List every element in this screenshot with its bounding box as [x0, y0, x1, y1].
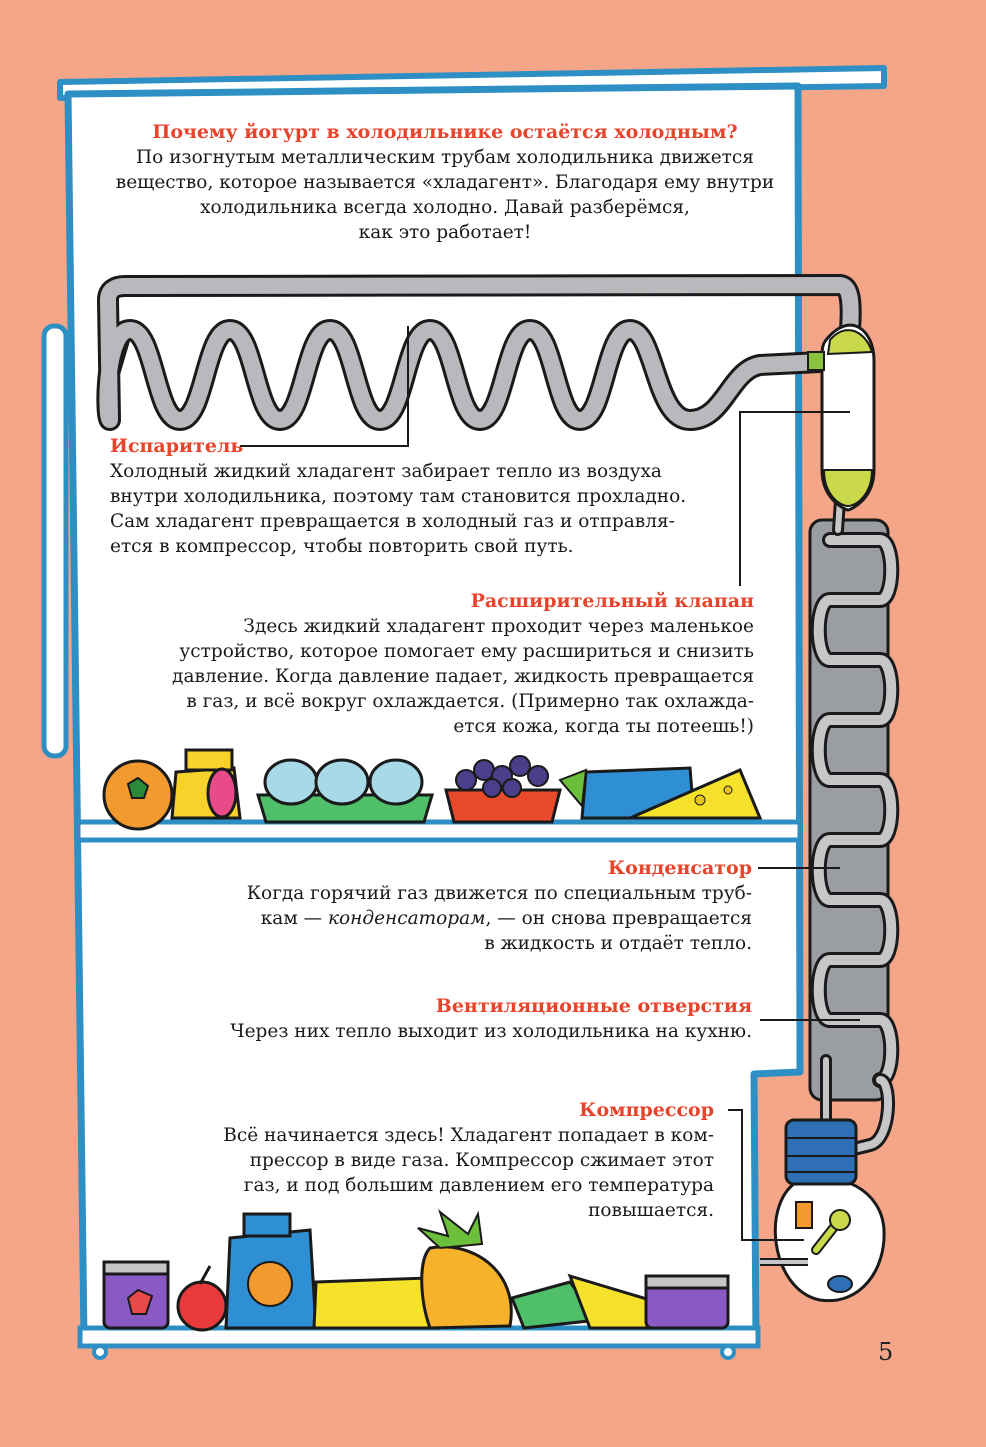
fridge-foot-left: [94, 1346, 106, 1358]
condenser-line-2: [200, 906, 752, 931]
fridge-foot-right: [722, 1346, 734, 1358]
intro-title: Почему йогурт в холодильнике остаётся холодным?: [152, 121, 738, 143]
compressor-line-2: прессор в виде газа. Компрессор сжимает этот: [249, 1150, 714, 1171]
condenser-title: Конденсатор: [607, 857, 752, 879]
condenser-coils: [810, 500, 891, 1150]
intro-block: [100, 120, 790, 245]
evaporator-title: Испаритель: [110, 435, 244, 457]
compressor-line-4: повышается.: [588, 1200, 714, 1221]
shelf-divider: [78, 822, 800, 840]
intro-line-2: вещество, которое называется «хладагент». Благодаря ему внутри: [115, 172, 775, 193]
condenser-line-3: в жидкость и отдаёт тепло.: [484, 933, 752, 954]
bottom-shelf: [80, 1328, 758, 1346]
compressor-block: [200, 1098, 714, 1223]
butter-block: [314, 1278, 438, 1328]
grape-bowl: [446, 790, 560, 822]
vents-line-1: Через них тепло выходит из холодильника на кухню.: [230, 1021, 752, 1042]
page-number: 5: [878, 1338, 894, 1366]
evaporator-line-2: внутри холодильника, поэтому там становится прохладно.: [110, 486, 687, 507]
compressor-title: Компрессор: [579, 1099, 714, 1121]
valve-line-4: в газ, и всё вокруг охлаждается. (Примерно так охлажда-: [186, 691, 754, 712]
expansion-valve: [808, 325, 874, 510]
compressor-line-3: газ, и под большим давлением его температура: [243, 1175, 714, 1196]
valve-line-5: ется кожа, когда ты потеешь!): [453, 716, 754, 737]
valve-title: Расширительный клапан: [470, 590, 754, 612]
evaporator-line-4: ется в компрессор, чтобы повторить свой путь.: [110, 536, 574, 557]
intro-line-1: По изогнутым металлическим трубам холодильника движется: [136, 147, 754, 168]
apple: [178, 1282, 226, 1330]
condenser-line-1: Когда горячий газ движется по специальным труб-: [246, 883, 752, 904]
valve-line-2: устройство, которое помогает ему расшириться и снизить: [179, 641, 754, 662]
evaporator-line-3: Сам хладагент превращается в холодный газ и отправля-: [110, 511, 675, 532]
condenser-block: [200, 856, 752, 956]
vents-title: Вентиляционные отверстия: [435, 995, 752, 1017]
valve-line-3: давление. Когда давление падает, жидкость превращается: [172, 666, 754, 687]
condenser-line-2-end: , — он снова превращается: [485, 908, 752, 929]
condenser-line-2-start: кам —: [260, 908, 328, 929]
evaporator-block: [110, 434, 750, 559]
valve-block: [160, 589, 754, 739]
vents-block: [200, 994, 752, 1044]
intro-line-4: как это работает!: [358, 222, 532, 243]
fridge-handle: [44, 326, 66, 756]
valve-line-1: Здесь жидкий хладагент проходит через маленькое: [243, 616, 754, 637]
condenser-term: конденсаторам: [327, 908, 486, 929]
compressor-line-1: Всё начинается здесь! Хладагент попадает в ком-: [223, 1125, 714, 1146]
evaporator-line-1: Холодный жидкий хладагент забирает тепло из воздуха: [110, 461, 662, 482]
intro-line-3: холодильника всегда холодно. Давай разберёмся,: [200, 197, 690, 218]
